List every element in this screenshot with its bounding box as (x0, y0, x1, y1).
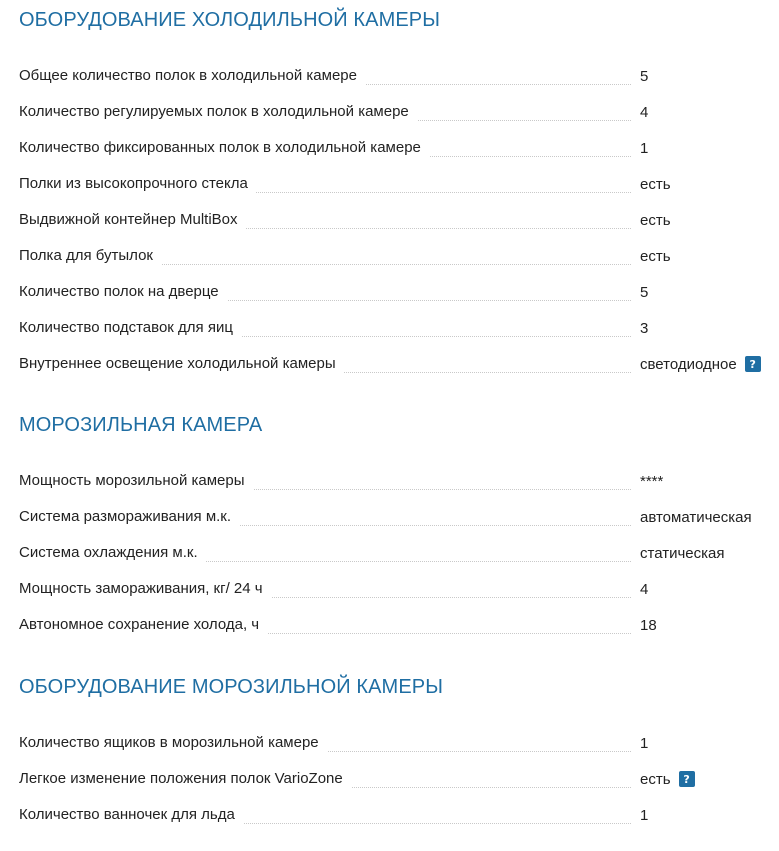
spec-label: Количество полок на дверце (19, 283, 227, 301)
spec-label: Полка для бутылок (19, 247, 161, 265)
spec-label: Количество подставок для яиц (19, 319, 241, 337)
spec-label: Общее количество полок в холодильной камере (19, 67, 365, 85)
spec-value: есть (640, 247, 671, 265)
section-fridge-equipment (19, 8, 779, 382)
section-title: ОБОРУДОВАНИЕ МОРОЗИЛЬНОЙ КАМЕРЫ (19, 676, 443, 698)
spec-row-defrost-system (19, 499, 779, 535)
spec-row-ice-trays (19, 797, 779, 833)
spec-value: светодиодное ? (640, 346, 761, 382)
spec-value: статическая (640, 544, 725, 562)
section-freezer-equipment (19, 675, 779, 833)
spec-row-fixed-shelves (19, 130, 779, 166)
question-mark-icon[interactable]: ? (745, 356, 761, 372)
spec-row-egg-trays (19, 310, 779, 346)
spec-row-autonomous-cold (19, 607, 779, 643)
spec-value: 3 (640, 319, 649, 337)
spec-label: Количество ванночек для льда (19, 806, 243, 824)
spec-row-interior-lighting (19, 346, 779, 382)
spec-list (19, 463, 779, 643)
spec-row-variozone (19, 761, 779, 797)
spec-value: есть (640, 211, 671, 229)
spec-row-glass-shelves (19, 166, 779, 202)
spec-label: Мощность морозильной камеры (19, 472, 253, 490)
spec-label: Система охлаждения м.к. (19, 544, 206, 562)
spec-row-freezer-rating (19, 463, 779, 499)
spec-label: Система размораживания м.к. (19, 508, 239, 526)
spec-list (19, 58, 779, 382)
spec-label: Количество ящиков в морозильной камере (19, 734, 327, 752)
spec-row-bottle-shelf (19, 238, 779, 274)
spec-list (19, 725, 779, 833)
spec-label: Выдвижной контейнер MultiBox (19, 211, 246, 229)
spec-row-total-shelves (19, 58, 779, 94)
spec-value: есть ? (640, 761, 695, 797)
spec-row-multibox (19, 202, 779, 238)
spec-label: Количество фиксированных полок в холодильной камере (19, 139, 429, 157)
spec-label: Полки из высокопрочного стекла (19, 175, 256, 193)
spec-value: есть (640, 175, 671, 193)
question-mark-icon[interactable]: ? (679, 771, 695, 787)
spec-value: 4 (640, 103, 649, 121)
spec-label: Автономное сохранение холода, ч (19, 616, 267, 634)
spec-label: Количество регулируемых полок в холодильной камере (19, 103, 417, 121)
spec-value: автоматическая (640, 508, 752, 526)
spec-row-adjustable-shelves (19, 94, 779, 130)
spec-row-freezer-drawers (19, 725, 779, 761)
spec-row-freezing-capacity (19, 571, 779, 607)
spec-row-door-shelves (19, 274, 779, 310)
section-freezer (19, 413, 779, 643)
section-title: МОРОЗИЛЬНАЯ КАМЕРА (19, 414, 263, 436)
spec-value: 5 (640, 283, 649, 301)
spec-row-cooling-system (19, 535, 779, 571)
spec-value: 4 (640, 580, 649, 598)
spec-label: Мощность замораживания, кг/ 24 ч (19, 580, 271, 598)
spec-label: Легкое изменение положения полок VarioZone (19, 770, 351, 788)
spec-value: 18 (640, 616, 657, 634)
spec-value: 1 (640, 806, 649, 824)
spec-value: 1 (640, 139, 649, 157)
spec-label: Внутреннее освещение холодильной камеры (19, 355, 344, 373)
spec-value: 5 (640, 67, 649, 85)
spec-value: 1 (640, 734, 649, 752)
section-title: ОБОРУДОВАНИЕ ХОЛОДИЛЬНОЙ КАМЕРЫ (19, 9, 441, 31)
spec-value: **** (640, 472, 664, 490)
